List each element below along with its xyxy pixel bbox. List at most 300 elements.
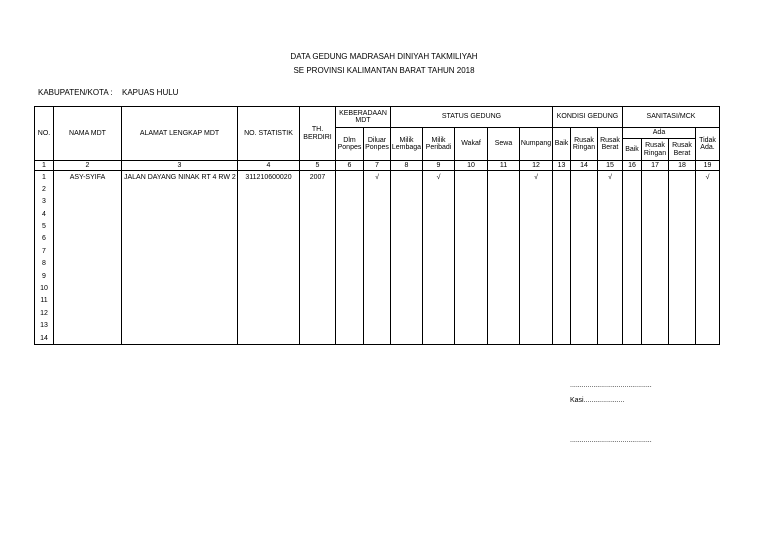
cell-numpang — [520, 245, 553, 257]
cell-tidak-ada — [696, 258, 720, 270]
cell-nama — [54, 233, 122, 245]
cell-no: 9 — [35, 270, 54, 282]
cell-milik-peribadi — [423, 320, 455, 332]
cell-sewa — [488, 171, 520, 184]
cell-baik — [553, 307, 571, 319]
cell-s-rusak-ringan — [642, 183, 669, 195]
cell-statistik — [238, 307, 300, 319]
cell-rusak-ringan — [571, 332, 598, 345]
table-row — [35, 221, 720, 233]
cell-s-rusak-berat — [669, 332, 696, 345]
cell-nama — [54, 307, 122, 319]
cell-nama — [54, 258, 122, 270]
cell-statistik — [238, 320, 300, 332]
cell-diluar: √ — [364, 171, 391, 184]
column-number: 17 — [642, 161, 669, 171]
column-number: 15 — [598, 161, 623, 171]
cell-alamat — [122, 332, 238, 345]
cell-alamat — [122, 283, 238, 295]
cell-statistik — [238, 258, 300, 270]
column-number: 2 — [54, 161, 122, 171]
cell-statistik — [238, 245, 300, 257]
cell-th — [300, 307, 336, 319]
cell-s-rusak-ringan — [642, 295, 669, 307]
header-ada: Ada — [623, 128, 696, 139]
cell-dlm — [336, 332, 364, 345]
column-number: 8 — [391, 161, 423, 171]
cell-s-rusak-ringan — [642, 320, 669, 332]
cell-dlm — [336, 196, 364, 208]
cell-th — [300, 295, 336, 307]
header-no-statistik: NO. STATISTIK — [238, 107, 300, 161]
kabupaten-value: KAPUAS HULU — [122, 88, 179, 97]
cell-rusak-berat — [598, 295, 623, 307]
cell-statistik — [238, 332, 300, 345]
cell-no: 5 — [35, 221, 54, 233]
cell-s-baik — [623, 307, 642, 319]
cell-milik-lembaga — [391, 233, 423, 245]
cell-statistik — [238, 221, 300, 233]
cell-rusak-berat — [598, 307, 623, 319]
cell-tidak-ada — [696, 196, 720, 208]
cell-wakaf — [455, 183, 488, 195]
cell-alamat — [122, 221, 238, 233]
cell-diluar — [364, 258, 391, 270]
signature-line-bottom: .......................................... — [570, 437, 652, 444]
header-baik: Baik — [553, 128, 571, 161]
cell-rusak-berat — [598, 320, 623, 332]
column-number: 12 — [520, 161, 553, 171]
cell-baik — [553, 183, 571, 195]
cell-diluar — [364, 320, 391, 332]
cell-sewa — [488, 307, 520, 319]
cell-milik-peribadi — [423, 270, 455, 282]
cell-wakaf — [455, 208, 488, 220]
cell-nama — [54, 320, 122, 332]
cell-s-baik — [623, 320, 642, 332]
cell-th — [300, 233, 336, 245]
document-title-line1: DATA GEDUNG MADRASAH DINIYAH TAKMILIYAH — [290, 52, 478, 61]
cell-milik-lembaga — [391, 196, 423, 208]
cell-no: 12 — [35, 307, 54, 319]
cell-tidak-ada — [696, 283, 720, 295]
cell-milik-lembaga — [391, 183, 423, 195]
cell-rusak-berat — [598, 270, 623, 282]
header-milik-peribadi: Milik Peribadi — [423, 128, 455, 161]
cell-alamat — [122, 295, 238, 307]
cell-s-rusak-ringan — [642, 283, 669, 295]
cell-s-baik — [623, 208, 642, 220]
cell-th — [300, 196, 336, 208]
cell-statistik — [238, 208, 300, 220]
cell-milik-peribadi: √ — [423, 171, 455, 184]
cell-statistik: 311210600020 — [238, 171, 300, 184]
header-keberadaan-mdt: KEBERADAAN MDT — [336, 107, 391, 128]
cell-no: 4 — [35, 208, 54, 220]
table-row — [35, 320, 720, 332]
cell-diluar — [364, 245, 391, 257]
cell-dlm — [336, 171, 364, 184]
cell-s-rusak-berat — [669, 307, 696, 319]
cell-wakaf — [455, 332, 488, 345]
cell-no: 14 — [35, 332, 54, 345]
header-sanitasi-rusak-berat: Rusak Berat — [669, 139, 696, 161]
cell-wakaf — [455, 233, 488, 245]
cell-dlm — [336, 233, 364, 245]
cell-rusak-ringan — [571, 307, 598, 319]
column-number: 18 — [669, 161, 696, 171]
cell-milik-lembaga — [391, 295, 423, 307]
cell-alamat — [122, 320, 238, 332]
header-no: NO. — [35, 107, 54, 161]
column-number: 7 — [364, 161, 391, 171]
cell-tidak-ada — [696, 208, 720, 220]
cell-milik-peribadi — [423, 221, 455, 233]
cell-diluar — [364, 270, 391, 282]
column-number: 16 — [623, 161, 642, 171]
column-number: 3 — [122, 161, 238, 171]
cell-s-rusak-berat — [669, 196, 696, 208]
table-row — [35, 171, 720, 184]
cell-numpang — [520, 320, 553, 332]
cell-wakaf — [455, 171, 488, 184]
cell-rusak-ringan — [571, 208, 598, 220]
cell-baik — [553, 171, 571, 184]
cell-s-rusak-ringan — [642, 221, 669, 233]
cell-rusak-berat — [598, 283, 623, 295]
cell-rusak-berat — [598, 233, 623, 245]
table-row — [35, 183, 720, 195]
cell-numpang — [520, 258, 553, 270]
cell-milik-lembaga — [391, 320, 423, 332]
cell-sewa — [488, 183, 520, 195]
cell-rusak-berat — [598, 196, 623, 208]
cell-s-rusak-ringan — [642, 332, 669, 345]
cell-nama — [54, 283, 122, 295]
cell-numpang — [520, 332, 553, 345]
cell-baik — [553, 332, 571, 345]
cell-no: 13 — [35, 320, 54, 332]
cell-rusak-ringan — [571, 320, 598, 332]
cell-wakaf — [455, 283, 488, 295]
cell-tidak-ada — [696, 221, 720, 233]
table-row — [35, 295, 720, 307]
cell-milik-peribadi — [423, 245, 455, 257]
cell-alamat — [122, 183, 238, 195]
cell-rusak-ringan — [571, 233, 598, 245]
cell-rusak-berat — [598, 221, 623, 233]
cell-diluar — [364, 295, 391, 307]
cell-sewa — [488, 208, 520, 220]
cell-s-rusak-berat — [669, 245, 696, 257]
header-nama-mdt: NAMA MDT — [54, 107, 122, 161]
cell-nama — [54, 183, 122, 195]
cell-baik — [553, 233, 571, 245]
cell-milik-peribadi — [423, 295, 455, 307]
header-sanitasi-mck: SANITASI/MCK — [623, 107, 720, 128]
cell-dlm — [336, 270, 364, 282]
cell-rusak-berat — [598, 183, 623, 195]
cell-no: 11 — [35, 295, 54, 307]
signature-line-top: .......................................... — [570, 382, 652, 389]
cell-statistik — [238, 233, 300, 245]
cell-nama — [54, 332, 122, 345]
cell-rusak-berat — [598, 208, 623, 220]
cell-th — [300, 270, 336, 282]
cell-s-rusak-ringan — [642, 258, 669, 270]
cell-diluar — [364, 208, 391, 220]
table-row — [35, 332, 720, 345]
header-rusak-ringan: Rusak Ringan — [571, 128, 598, 161]
cell-nama — [54, 295, 122, 307]
column-number-row — [35, 161, 720, 171]
cell-s-rusak-berat — [669, 270, 696, 282]
cell-baik — [553, 270, 571, 282]
cell-rusak-ringan — [571, 245, 598, 257]
header-wakaf: Wakaf — [455, 128, 488, 161]
column-number: 4 — [238, 161, 300, 171]
cell-wakaf — [455, 196, 488, 208]
header-status-gedung: STATUS GEDUNG — [391, 107, 553, 128]
cell-milik-peribadi — [423, 208, 455, 220]
cell-baik — [553, 208, 571, 220]
header-milik-lembaga: Milik Lembaga — [391, 128, 423, 161]
cell-th — [300, 221, 336, 233]
cell-rusak-berat — [598, 332, 623, 345]
cell-s-baik — [623, 295, 642, 307]
cell-th — [300, 332, 336, 345]
cell-s-rusak-ringan — [642, 270, 669, 282]
cell-no: 10 — [35, 283, 54, 295]
cell-rusak-ringan — [571, 270, 598, 282]
cell-th: 2007 — [300, 171, 336, 184]
cell-milik-peribadi — [423, 233, 455, 245]
cell-rusak-ringan — [571, 183, 598, 195]
cell-rusak-berat: √ — [598, 171, 623, 184]
cell-diluar — [364, 233, 391, 245]
cell-sewa — [488, 283, 520, 295]
cell-s-baik — [623, 332, 642, 345]
cell-alamat — [122, 196, 238, 208]
cell-tidak-ada — [696, 233, 720, 245]
cell-diluar — [364, 283, 391, 295]
header-sewa: Sewa — [488, 128, 520, 161]
cell-numpang — [520, 270, 553, 282]
cell-tidak-ada: √ — [696, 171, 720, 184]
cell-s-rusak-berat — [669, 258, 696, 270]
cell-sewa — [488, 196, 520, 208]
cell-tidak-ada — [696, 295, 720, 307]
cell-milik-lembaga — [391, 171, 423, 184]
cell-baik — [553, 245, 571, 257]
cell-rusak-ringan — [571, 283, 598, 295]
header-numpang: Numpang — [520, 128, 553, 161]
cell-nama — [54, 245, 122, 257]
cell-no: 6 — [35, 233, 54, 245]
cell-milik-peribadi — [423, 283, 455, 295]
cell-s-baik — [623, 258, 642, 270]
cell-numpang — [520, 307, 553, 319]
cell-s-baik — [623, 283, 642, 295]
cell-milik-lembaga — [391, 332, 423, 345]
cell-dlm — [336, 320, 364, 332]
cell-s-rusak-ringan — [642, 307, 669, 319]
header-tidak-ada: Tidak Ada. — [696, 128, 720, 161]
cell-baik — [553, 196, 571, 208]
header-alamat: ALAMAT LENGKAP MDT — [122, 107, 238, 161]
column-number: 10 — [455, 161, 488, 171]
signature-kasi: Kasi..................... — [570, 397, 625, 404]
cell-wakaf — [455, 245, 488, 257]
table-row — [35, 245, 720, 257]
cell-s-rusak-ringan — [642, 171, 669, 184]
cell-milik-peribadi — [423, 196, 455, 208]
cell-s-rusak-ringan — [642, 208, 669, 220]
cell-s-rusak-berat — [669, 183, 696, 195]
cell-alamat — [122, 233, 238, 245]
table-row — [35, 270, 720, 282]
cell-dlm — [336, 183, 364, 195]
cell-rusak-ringan — [571, 171, 598, 184]
cell-s-rusak-ringan — [642, 233, 669, 245]
cell-wakaf — [455, 295, 488, 307]
cell-milik-lembaga — [391, 258, 423, 270]
cell-dlm — [336, 307, 364, 319]
cell-numpang — [520, 295, 553, 307]
document-title-line2: SE PROVINSI KALIMANTAN BARAT TAHUN 2018 — [293, 66, 475, 75]
cell-s-baik — [623, 270, 642, 282]
cell-s-baik — [623, 221, 642, 233]
table-row — [35, 258, 720, 270]
cell-baik — [553, 221, 571, 233]
column-number: 11 — [488, 161, 520, 171]
table-row — [35, 307, 720, 319]
cell-th — [300, 258, 336, 270]
cell-statistik — [238, 295, 300, 307]
cell-milik-peribadi — [423, 307, 455, 319]
cell-th — [300, 208, 336, 220]
cell-milik-lembaga — [391, 245, 423, 257]
cell-th — [300, 283, 336, 295]
cell-th — [300, 320, 336, 332]
cell-diluar — [364, 196, 391, 208]
cell-alamat — [122, 307, 238, 319]
table-row — [35, 283, 720, 295]
cell-sewa — [488, 245, 520, 257]
cell-wakaf — [455, 270, 488, 282]
cell-milik-lembaga — [391, 307, 423, 319]
kabupaten-label: KABUPATEN/KOTA : — [38, 88, 113, 97]
cell-diluar — [364, 332, 391, 345]
header-th-berdiri: TH. BERDIRI — [300, 107, 336, 161]
table-row — [35, 196, 720, 208]
cell-baik — [553, 258, 571, 270]
cell-th — [300, 183, 336, 195]
cell-baik — [553, 283, 571, 295]
cell-s-baik — [623, 245, 642, 257]
cell-sewa — [488, 258, 520, 270]
cell-s-rusak-berat — [669, 171, 696, 184]
cell-rusak-berat — [598, 245, 623, 257]
cell-no: 2 — [35, 183, 54, 195]
column-number: 6 — [336, 161, 364, 171]
cell-s-rusak-berat — [669, 208, 696, 220]
cell-nama — [54, 196, 122, 208]
cell-alamat — [122, 270, 238, 282]
cell-tidak-ada — [696, 320, 720, 332]
cell-sewa — [488, 332, 520, 345]
cell-statistik — [238, 283, 300, 295]
cell-rusak-ringan — [571, 221, 598, 233]
cell-s-baik — [623, 196, 642, 208]
column-number: 1 — [35, 161, 54, 171]
cell-diluar — [364, 183, 391, 195]
cell-alamat — [122, 208, 238, 220]
cell-sewa — [488, 295, 520, 307]
cell-rusak-ringan — [571, 295, 598, 307]
cell-s-rusak-ringan — [642, 245, 669, 257]
cell-diluar — [364, 221, 391, 233]
cell-sewa — [488, 320, 520, 332]
cell-numpang — [520, 183, 553, 195]
cell-numpang: √ — [520, 171, 553, 184]
column-number: 14 — [571, 161, 598, 171]
cell-milik-lembaga — [391, 270, 423, 282]
cell-wakaf — [455, 221, 488, 233]
cell-numpang — [520, 221, 553, 233]
column-number: 5 — [300, 161, 336, 171]
cell-alamat — [122, 245, 238, 257]
cell-s-rusak-ringan — [642, 196, 669, 208]
cell-s-baik — [623, 183, 642, 195]
cell-statistik — [238, 270, 300, 282]
cell-baik — [553, 295, 571, 307]
header-diluar-ponpes: Diluar Ponpes — [364, 128, 391, 161]
cell-tidak-ada — [696, 307, 720, 319]
cell-th — [300, 245, 336, 257]
cell-s-rusak-berat — [669, 283, 696, 295]
cell-nama — [54, 270, 122, 282]
cell-numpang — [520, 283, 553, 295]
cell-baik — [553, 320, 571, 332]
cell-s-baik — [623, 233, 642, 245]
cell-nama — [54, 221, 122, 233]
cell-dlm — [336, 208, 364, 220]
cell-milik-lembaga — [391, 283, 423, 295]
cell-s-rusak-berat — [669, 295, 696, 307]
building-data-table — [34, 106, 720, 345]
cell-no: 1 — [35, 171, 54, 184]
column-number: 13 — [553, 161, 571, 171]
cell-milik-lembaga — [391, 221, 423, 233]
table-row — [35, 208, 720, 220]
cell-wakaf — [455, 307, 488, 319]
cell-tidak-ada — [696, 332, 720, 345]
cell-no: 7 — [35, 245, 54, 257]
cell-wakaf — [455, 320, 488, 332]
cell-tidak-ada — [696, 270, 720, 282]
cell-rusak-berat — [598, 258, 623, 270]
cell-dlm — [336, 258, 364, 270]
cell-statistik — [238, 196, 300, 208]
cell-dlm — [336, 295, 364, 307]
cell-s-rusak-berat — [669, 233, 696, 245]
cell-no: 3 — [35, 196, 54, 208]
cell-s-baik — [623, 171, 642, 184]
cell-tidak-ada — [696, 245, 720, 257]
cell-milik-peribadi — [423, 332, 455, 345]
cell-dlm — [336, 221, 364, 233]
